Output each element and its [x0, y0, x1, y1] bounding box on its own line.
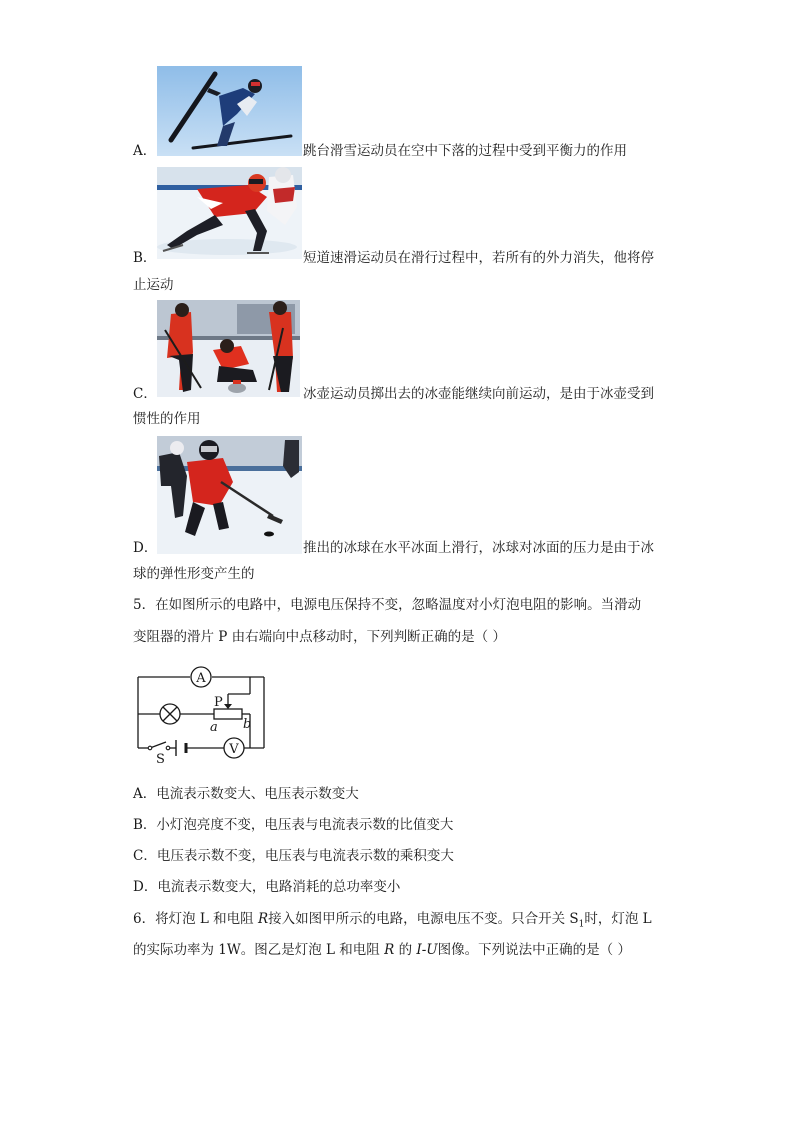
q4-option-c-text-line1: 冰壶运动员掷出去的冰壶能继续向前运动，是由于冰壶受到 [303, 386, 654, 402]
q6-line1-part-c: 时，灯泡 L [584, 911, 652, 927]
q6-line1-r: R [257, 911, 269, 927]
q4-option-d-letter: D． [133, 540, 158, 556]
q5-stem-line2: 变阻器的滑片 P 由右端向中点移动时，下列判断正确的是（ ） [133, 629, 506, 645]
q4-option-a-letter: A． [133, 143, 157, 159]
rheostat-end-b: b [243, 717, 252, 732]
voltmeter-label: V [229, 742, 239, 757]
q5-option-d: D．电流表示数变大，电路消耗的总功率变小 [133, 879, 401, 895]
ski-jump-photo [157, 66, 302, 156]
speed-skating-photo [157, 167, 302, 259]
q5-stem-line1: 5．在如图所示的电路中，电源电压保持不变，忽略温度对小灯泡电阻的影响。当滑动 [133, 597, 642, 613]
q4-option-b-text-line2: 止运动 [133, 277, 174, 293]
rheostat-end-a: a [210, 720, 218, 735]
q6-line2-part-b: 的 [394, 942, 417, 958]
q6-stem-line1 [133, 909, 652, 935]
q6-line2-r: R [384, 942, 395, 958]
circuit-diagram [132, 662, 272, 766]
q4-option-d-text-line2: 球的弹性形变产生的 [133, 566, 255, 582]
q6-line1-part-b: 接入如图甲所示的电路，电源电压不变。只合开关 S [268, 911, 579, 927]
q4-option-d-text-line1: 推出的冰球在水平冰面上滑行，冰球对冰面的压力是由于冰 [303, 540, 654, 556]
ice-hockey-photo [157, 436, 302, 554]
q6-line2-part-a: 的实际功率为 1W。图乙是灯泡 L 和电阻 [133, 942, 385, 958]
q5-option-a: A．电流表示数变大、电压表示数变大 [133, 786, 359, 802]
q6-line1-subscript: 1 [578, 919, 585, 930]
q4-option-b-text-line1: 短道速滑运动员在滑行过程中，若所有的外力消失，他将停 [303, 250, 654, 266]
q6-stem-line2 [133, 940, 631, 960]
q5-option-c: C．电压表示数不变，电压表与电流表示数的乘积变大 [133, 848, 454, 864]
slider-label: P [214, 695, 223, 710]
switch-label: S [156, 752, 165, 766]
q4-option-c-text-line2: 惯性的作用 [133, 411, 201, 427]
q4-option-c-letter: C． [133, 386, 157, 402]
q6-line2-part-c: 图像。下列说法中正确的是（ ） [437, 942, 631, 958]
q4-option-a-text: 跳台滑雪运动员在空中下落的过程中受到平衡力的作用 [303, 143, 627, 159]
ammeter-label: A [196, 671, 206, 686]
q5-option-b: B．小灯泡亮度不变，电压表与电流表示数的比值变大 [133, 817, 454, 833]
curling-photo [157, 300, 300, 397]
q6-line2-iu: I-U [416, 942, 438, 958]
q6-line1-part-a: 6．将灯泡 L 和电阻 [133, 911, 258, 927]
q4-option-b-letter: B． [133, 250, 157, 266]
